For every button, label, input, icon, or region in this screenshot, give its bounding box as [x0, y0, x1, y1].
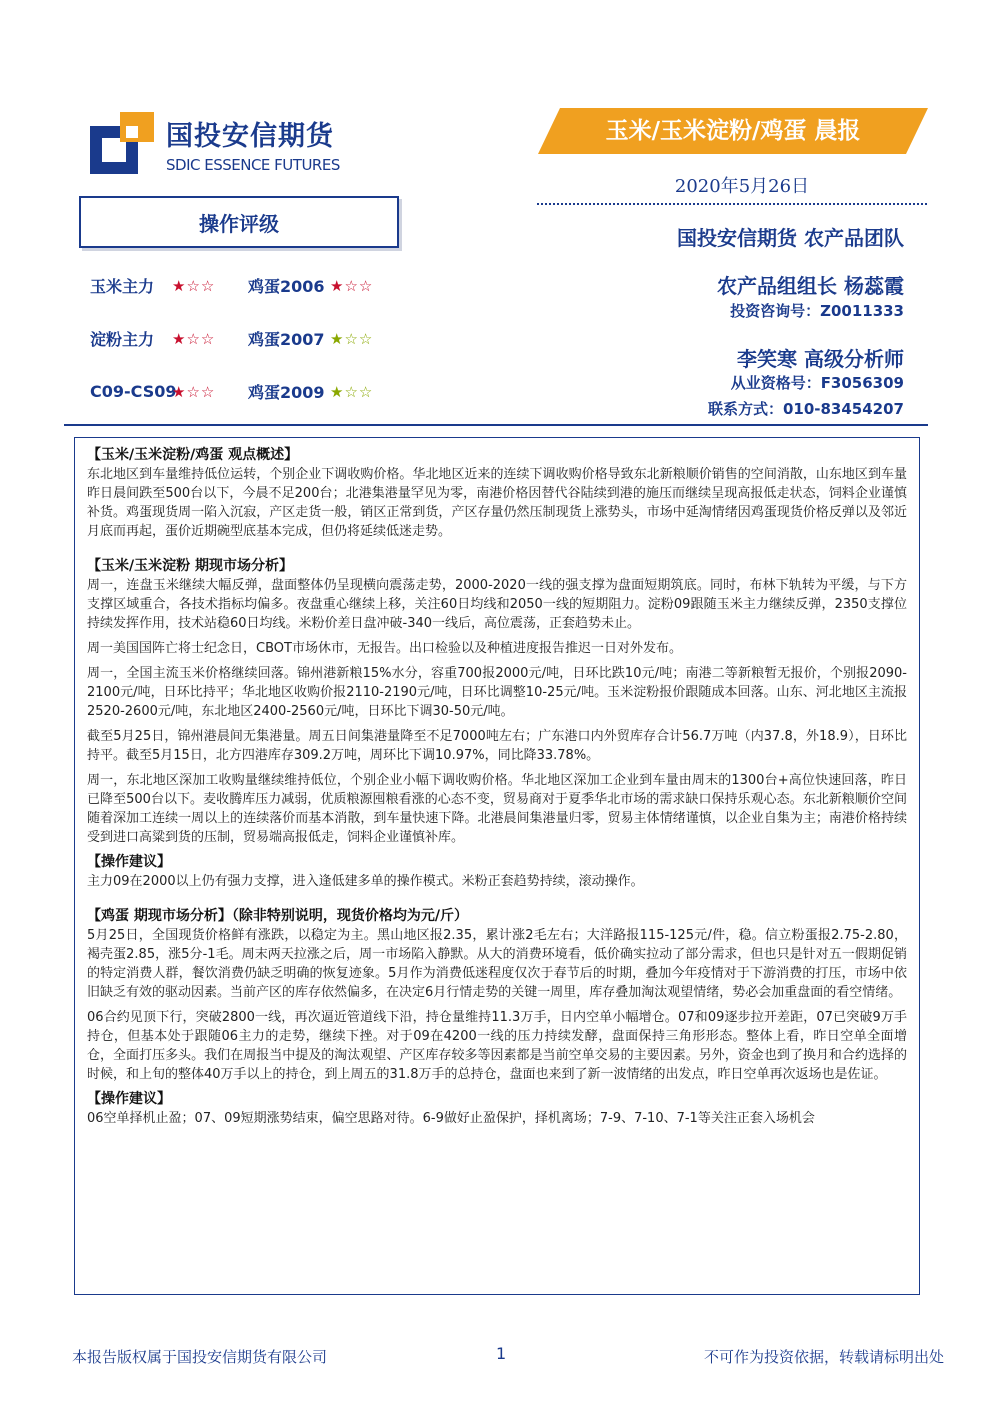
- star-rating-icon: ★☆☆: [330, 382, 374, 401]
- team-lead-id: 投资咨询号：Z0011333: [730, 302, 904, 320]
- report-content: [74, 437, 920, 1295]
- paragraph: 截至5月25日，锦州港晨间无集港量。周五日间集港量降至不足7000吨左右；广东港口内外贸库存合计56.7万吨（内37.8，外18.9），日环比持平。截至5月15日，北方四港库存309.2万吨，周环比下调10.97%，同比降33.78%。: [87, 729, 907, 763]
- star-rating-icon: ★☆☆: [172, 329, 216, 348]
- section-title: 【玉米/玉米淀粉/鸡蛋 观点概述】: [87, 447, 299, 463]
- section-title: 【操作建议】: [87, 1091, 171, 1107]
- paragraph: 5月25日，全国现货价格鲜有涨跌，以稳定为主。黑山地区报2.35，累计涨2毛左右；大洋路报115-125元/件，稳。信立粉蛋报2.75-2.80，褐壳蛋2.85，涨5分-1毛。周末两天拉涨之后，周一市场陷入静默。从大的消费环境看，低价确实拉动了部分需求，但也只是针对五一假期促销的特定消费人群，餐饮消费仍缺乏明确的恢复迹象。5月作为消费低迷程度仅次于春节后的时期，叠加今年疫情对于下游消费的打压，市场中依旧缺乏有效的驱动因素。当前产区的库存依然偏多，在决定6月行情走势的关键一周里，库存叠加淘汰观望情绪，势必会加重盘面的看空情绪。: [87, 928, 907, 1000]
- rating-label: 鸡蛋2009: [248, 383, 325, 402]
- analyst-id: 从业资格号：F3056309: [730, 374, 904, 392]
- footer-copyright: 本报告版权属于国投安信期货有限公司: [72, 1348, 328, 1366]
- paragraph: 周一，东北地区深加工收购量继续维持低位，个别企业小幅下调收购价格。华北地区深加工企业到车量由周末的1300台+高位快速回落，昨日已降至500台以下。麦收腾库压力减弱，优质粮源囤粮看涨的心态不变，贸易商对于夏季华北市场的需求缺口保持乐观心态。东北新粮顺价空间随着深加工连续一周以上的连续落价而基本消散，到车量快速下降。北港晨间集港量归零，贸易主体情绪谨慎，以企业自集为主；南港价格持续受到进口高粱到货的压制，贸易端高报低走，饲料企业谨慎补库。: [87, 773, 907, 845]
- report-date: 2020年5月26日: [674, 176, 810, 197]
- paragraph: 周一，连盘玉米继续大幅反弹，盘面整体仍呈现横向震荡走势，2000-2020一线的强支撑为盘面短期筑底。同时，布林下轨转为平缓，与下方支撑区域重合，各技术指标均偏多。夜盘重心继续上移，关注60日均线和2050一线的短期阻力。淀粉09跟随玉米主力继续反弹，2350支撑位持续发挥作用，技术站稳60日均线。米粉价差日盘冲破-340一线后，高位震荡，正套趋势未止。: [87, 578, 907, 631]
- paragraph: 主力09在2000以上仍有强力支撑，进入逢低建多单的操作模式。米粉正套趋势持续，滚动操作。: [87, 874, 644, 889]
- paragraph: 06空单择机止盈；07、09短期涨势结束，偏空思路对待。6-9做好止盈保护，择机离场；7-9、7-10、7-1等关注正套入场机会: [87, 1111, 815, 1126]
- star-rating-icon: ★☆☆: [172, 276, 216, 295]
- paragraph: 周一美国国阵亡将士纪念日，CBOT市场休市，无报告。出口检验以及种植进度报告推迟一日对外发布。: [87, 641, 682, 656]
- team-lead: 农产品组组长 杨蕊霞: [717, 274, 904, 298]
- rating-label: C09-CS09: [90, 382, 177, 401]
- rating-label: 鸡蛋2006: [248, 277, 325, 296]
- rating-row: [90, 380, 406, 403]
- rating-label: 玉米主力: [90, 277, 155, 296]
- section-title: 【玉米/玉米淀粉 期现市场分析】: [87, 558, 293, 574]
- report-title-banner: [538, 108, 928, 154]
- analyst-name: 李笑寒 高级分析师: [737, 347, 904, 371]
- rating-title: 操作评级: [199, 211, 279, 236]
- rating-box: [79, 196, 399, 248]
- dotted-divider: [537, 203, 927, 205]
- star-rating-icon: ★☆☆: [172, 382, 216, 401]
- section-title: 【鸡蛋 期现市场分析】（除非特别说明，现货价格均为元/斤）: [87, 908, 468, 924]
- logo-mark-icon: [90, 112, 154, 174]
- star-rating-icon: ★☆☆: [330, 329, 374, 348]
- section-title: 【操作建议】: [87, 854, 171, 870]
- paragraph: 06合约见顶下行，突破2800一线，再次逼近管道线下沿，持仓量维持11.3万手，日内空单小幅增仓。07和09逐步拉开差距，07已突破9万手持仓，但基本处于跟随06主力的走势，继续下挫。对于09在4200一线的压力持续发酵，盘面保持三角形形态。整体上看，昨日空单全面增仓，全面打压多头。我们在周报当中提及的淘汰观望、产区库存较多等因素都是当前空单交易的主要因素。另外，资金也到了换月和合约选择的时候，和上旬的整体40万手以上的持仓，到上周五的31.8万手的总持仓，盘面也来到了新一波情绪的出发点，昨日空单再次返场也是佐证。: [87, 1010, 907, 1082]
- star-rating-icon: ★☆☆: [330, 276, 374, 295]
- rating-label: 淀粉主力: [90, 330, 155, 349]
- logo-text-en: SDIC ESSENCE FUTURES: [166, 156, 340, 174]
- rating-row: [90, 327, 406, 350]
- paragraph: 东北地区到车量维持低位运转，个别企业下调收购价格。华北地区近来的连续下调收购价格导致东北新粮顺价销售的空间消散，山东地区到车量昨日晨间跌至500台以下，今晨不足200台；北港集港量罕见为零，南港价格因替代谷陆续到港的施压而继续呈现高报低走状态，饲料企业谨慎补货。鸡蛋现货周一陷入沉寂，产区走货一般，销区正常到货，产区存量仍然压制现货上涨势头，市场中延淘情绪因鸡蛋现货价格反弹以及邻近月底而再起，蛋价近期碗型底基本完成，但仍将延续低迷走势。: [87, 467, 907, 539]
- report-title: 玉米/玉米淀粉/鸡蛋 晨报: [605, 117, 861, 144]
- rating-row: [90, 274, 406, 297]
- page-number: 1: [496, 1344, 507, 1363]
- rating-label: 鸡蛋2007: [248, 330, 325, 349]
- footer-disclaimer: 不可作为投资依据，转载请标明出处: [703, 1348, 944, 1366]
- paragraph: 周一，全国主流玉米价格继续回落。锦州港新粮15%水分，容重700报2000元/吨，日环比跌10元/吨；南港二等新粮暂无报价，个别报2090-2100元/吨，日环比持平；华北地区收购价报2110-2190元/吨，日环比调整10-25元/吨。玉米淀粉报价跟随成本回落。山东、河北地区主流报2520-2600元/吨，东北地区2400-2560元/吨，日环比下调30-50元/吨。: [87, 666, 907, 719]
- team-name: 国投安信期货 农产品团队: [677, 226, 904, 250]
- header-divider: [64, 424, 928, 426]
- contact-info: 联系方式：010-83454207: [707, 400, 904, 418]
- logo-text-cn: 国投安信期货: [166, 121, 334, 152]
- company-logo: [90, 112, 360, 178]
